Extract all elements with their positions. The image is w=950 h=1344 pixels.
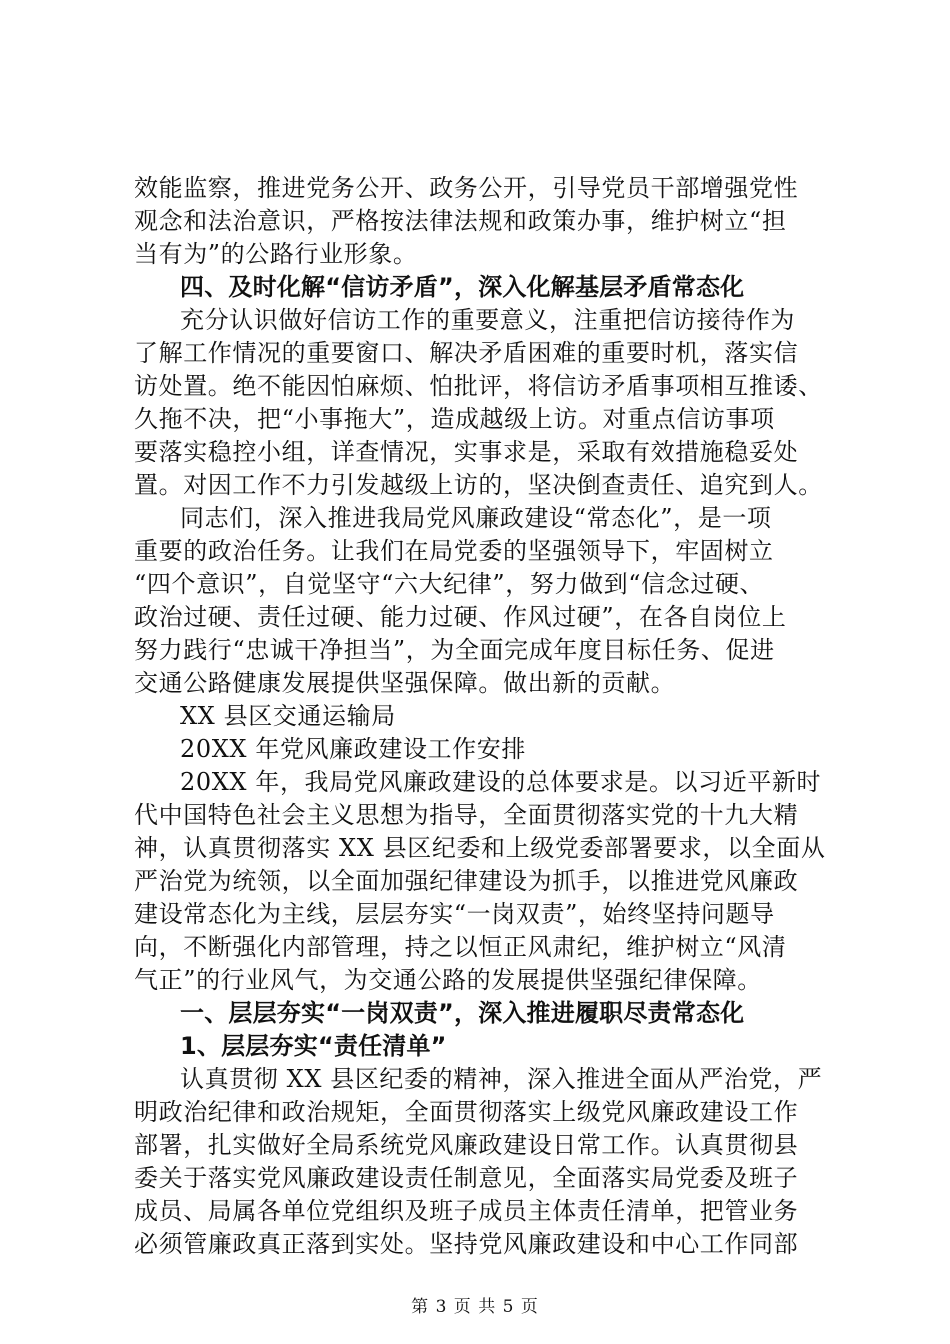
section-heading-1: 一、层层夯实“一岗双责”，深入推进履职尽责常态化 <box>180 999 745 1027</box>
page-footer: 第 3 页 共 5 页 <box>411 1297 539 1317</box>
document-body <box>134 172 834 1261</box>
subsection-heading-1: 1、层层夯实“责任清单” <box>180 1032 447 1060</box>
document-title: 20XX 年党风廉政建设工作安排 <box>180 735 526 763</box>
paragraph-line: 成员、局属各单位党组织及班子成员主体责任清单，把管业务 <box>134 1197 799 1225</box>
paragraph-line: 重要的政治任务。让我们在局党委的坚强领导下，牢固树立 <box>134 537 774 565</box>
paragraph-line: 访处置。绝不能因怕麻烦、怕批评，将信访矛盾事项相互推诿、 <box>134 372 823 400</box>
paragraph-line: 政治过硬、责任过硬、能力过硬、作风过硬”，在各自岗位上 <box>134 603 787 631</box>
paragraph-line: 明政治纪律和政治规矩，全面贯彻落实上级党风廉政建设工作 <box>134 1098 799 1126</box>
paragraph-line: 部署，扎实做好全局系统党风廉政建设日常工作。认真贯彻县 <box>134 1131 799 1159</box>
paragraph-line: 同志们，深入推进我局党风廉政建设“常态化”，是一项 <box>180 504 772 532</box>
paragraph-line: 认真贯彻 XX 县区纪委的精神，深入推进全面从严治党，严 <box>180 1065 823 1093</box>
paragraph-line: 必须管廉政真正落到实处。坚持党风廉政建设和中心工作同部 <box>134 1230 799 1258</box>
paragraph-line: 建设常态化为主线，层层夯实“一岗双责”，始终坚持问题导 <box>134 900 775 928</box>
paragraph-line: 代中国特色社会主义思想为指导，全面贯彻落实党的十九大精 <box>134 801 799 829</box>
paragraph-line: 严治党为统领，以全面加强纪律建设为抓手，以推进党风廉政 <box>134 867 799 895</box>
section-heading-4: 四、及时化解“信访矛盾”，深入化解基层矛盾常态化 <box>180 273 745 301</box>
paragraph-line: 向，不断强化内部管理，持之以恒正风肃纪，维护树立“风清 <box>134 933 787 961</box>
paragraph-line: “四个意识”，自觉坚守“六大纪律”，努力做到“信念过硬、 <box>134 570 765 598</box>
paragraph-line: 要落实稳控小组，详查情况，实事求是，采取有效措施稳妥处 <box>134 438 799 466</box>
paragraph-line: 交通公路健康发展提供坚强保障。做出新的贡献。 <box>134 669 676 697</box>
paragraph-line: 神，认真贯彻落实 XX 县区纪委和上级党委部署要求，以全面从 <box>134 834 826 862</box>
paragraph-line: 气正”的行业风气，为交通公路的发展提供坚强纪律保障。 <box>134 966 762 994</box>
paragraph-line: 了解工作情况的重要窗口、解决矛盾困难的重要时机，落实信 <box>134 339 799 367</box>
paragraph-line: 充分认识做好信访工作的重要意义，注重把信访接待作为 <box>180 306 795 334</box>
paragraph-line: 观念和法治意识，严格按法律法规和政策办事，维护树立“担 <box>134 207 787 235</box>
paragraph-line: 置。对因工作不力引发越级上访的，坚决倒查责任、追究到人。 <box>134 471 823 499</box>
paragraph-line: 20XX 年，我局党风廉政建设的总体要求是。以习近平新时 <box>180 768 822 796</box>
paragraph-line: 努力践行“忠诚干净担当”，为全面完成年度目标任务、促进 <box>134 636 775 664</box>
paragraph-line: 久拖不决，把“小事拖大”，造成越级上访。对重点信访事项 <box>134 405 775 433</box>
paragraph-line: 委关于落实党风廉政建设责任制意见，全面落实局党委及班子 <box>134 1164 799 1192</box>
paragraph-line: 当有为”的公路行业形象。 <box>134 240 418 268</box>
paragraph-line: 效能监察，推进党务公开、政务公开，引导党员干部增强党性 <box>134 174 799 202</box>
organization-name: XX 县区交通运输局 <box>180 702 396 730</box>
